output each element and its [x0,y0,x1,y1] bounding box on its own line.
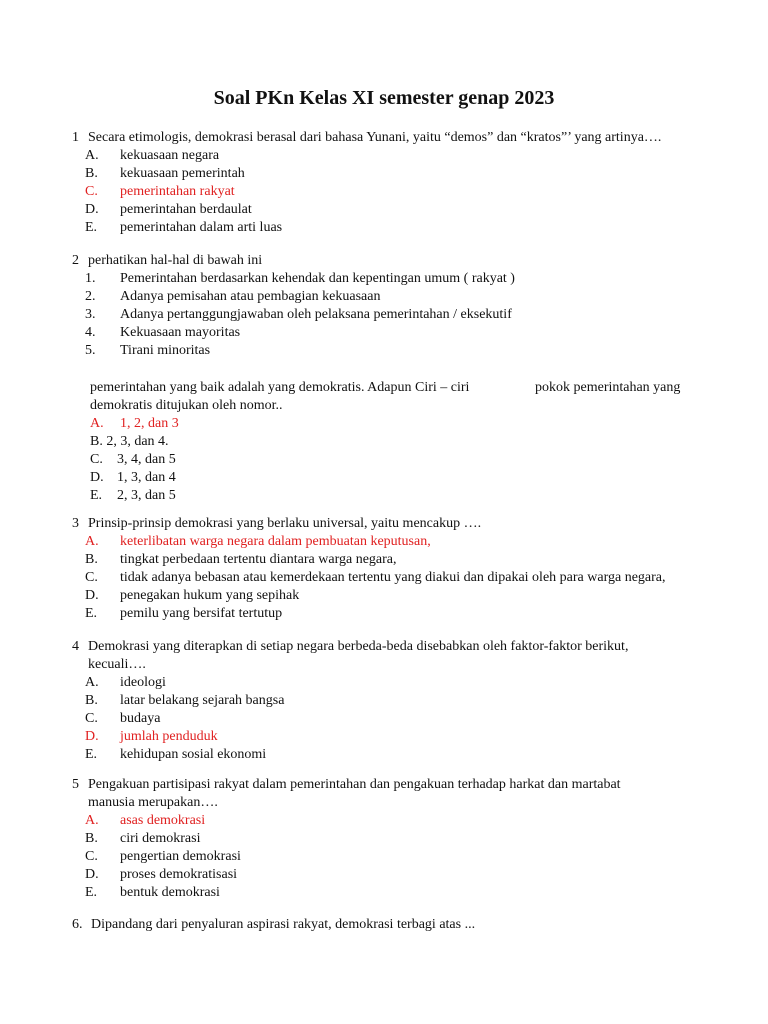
option-c [90,451,712,469]
question-text: Dipandang dari penyaluran aspirasi rakyat, demokrasi terbagi atas ... [91,917,476,932]
option-text: jumlah penduduk [120,729,218,744]
item-label: 3. [85,307,96,322]
option-text: pemerintahan berdaulat [120,202,252,217]
option-text: proses demokratisasi [120,867,238,882]
question-2 [72,252,712,505]
option-label: B. [85,831,98,846]
item-text: Kekuasaan mayoritas [120,325,241,340]
option-text: bentuk demokrasi [120,885,220,900]
question-number: 5 [72,777,79,792]
option-d [90,469,712,487]
item-label: 2. [85,289,96,304]
item-text: Pemerintahan berdasarkan kehendak dan kepentingan umum ( rakyat ) [120,271,515,286]
option-label: C. [85,711,98,726]
option-b [85,692,712,710]
option-a [85,147,712,165]
item-label: 1. [85,271,96,286]
question-4 [72,638,712,764]
option-text: kekuasaan negara [120,148,220,163]
option-label: A. [85,534,99,549]
option-a-answer [90,415,712,433]
page-title: Soal PKn Kelas XI semester genap 2023 [213,87,555,109]
option-text: 3, 4, dan 5 [117,452,176,467]
option-e [90,487,712,505]
question-5 [72,776,712,902]
question-text: perhatikan hal-hal di bawah ini [88,253,263,268]
option-text: ciri demokrasi [120,831,201,846]
question-text: Prinsip-prinsip demokrasi yang berlaku universal, yaitu mencakup …. [88,516,482,531]
option-d [85,201,712,219]
option-label: D. [85,729,99,744]
question-text: Demokrasi yang diterapkan di setiap negara berbeda-beda disebabkan oleh faktor-faktor berikut, [88,639,629,654]
option-text: kekuasaan pemerintah [120,166,245,181]
option-e [85,884,712,902]
list-item [85,342,712,360]
option-label: A. [85,148,99,163]
option-label: C. [90,452,103,467]
option-c [85,569,712,587]
option-d [85,866,712,884]
option-label: D. [85,202,99,217]
option-d [85,587,712,605]
option-label: B. [85,693,98,708]
option-label: E. [90,488,103,503]
option-b: B. 2, 3, dan 4. [90,434,169,449]
option-label: C. [85,570,98,585]
option-text: asas demokrasi [120,813,206,828]
option-a [85,674,712,692]
question-6 [72,916,712,934]
option-label: E. [85,747,98,762]
question-text-continued: kecuali…. [88,657,146,672]
option-text: tingkat perbedaan tertentu diantara warga negara, [120,552,397,567]
question-number: 6. [72,917,83,932]
option-label: E. [85,885,98,900]
option-a-answer [85,533,712,551]
list-item [85,306,712,324]
option-text: pemerintahan dalam arti luas [120,220,283,235]
question-number: 3 [72,516,79,531]
item-text: Adanya pemisahan atau pembagian kekuasaan [120,289,381,304]
stem-text: pemerintahan yang baik adalah yang demokratis. Adapun Ciri – ciri [90,380,470,395]
option-c-answer [85,183,712,201]
option-text: latar belakang sejarah bangsa [120,693,285,708]
option-label: B. [85,552,98,567]
option-label: E. [85,606,98,621]
option-text: 2, 3, dan 5 [117,488,176,503]
option-text: 1, 3, dan 4 [117,470,176,485]
question-1 [72,129,712,237]
option-label: A. [85,813,99,828]
option-text: budaya [120,711,161,726]
question-text: Secara etimologis, demokrasi berasal dari bahasa Yunani, yaitu “demos” dan “kratos”’ yang artinya…. [88,130,662,145]
option-text: 1, 2, dan 3 [120,416,179,431]
item-label: 5. [85,343,96,358]
option-label: C. [85,184,98,199]
option-c [85,848,712,866]
option-label: A. [85,675,99,690]
option-label: B. [85,166,98,181]
option-e [85,746,712,764]
question-stem-line: demokratis ditujukan oleh nomor.. [90,398,283,413]
question-stem-line [72,379,712,397]
option-b [85,830,712,848]
option-label: E. [85,220,98,235]
question-number: 2 [72,253,79,268]
list-item [85,288,712,306]
option-text: kehidupan sosial ekonomi [120,747,267,762]
option-c [85,710,712,728]
option-label: D. [85,588,99,603]
option-e [85,219,712,237]
option-b [85,165,712,183]
item-text: Adanya pertanggungjawaban oleh pelaksana pemerintahan / eksekutif [120,307,512,322]
question-3 [72,515,712,623]
question-number: 1 [72,130,79,145]
option-text: pengertian demokrasi [120,849,241,864]
item-text: Tirani minoritas [120,343,211,358]
option-a-answer [85,812,712,830]
option-text: pemilu yang bersifat tertutup [120,606,283,621]
option-text: penegakan hukum yang sepihak [120,588,300,603]
question-number: 4 [72,639,79,654]
option-label: D. [90,470,104,485]
item-label: 4. [85,325,96,340]
stem-text: pokok pemerintahan yang [535,380,681,395]
list-item [85,270,712,288]
option-label: A. [90,416,104,431]
option-e [85,605,712,623]
list-item [85,324,712,342]
option-text: keterlibatan warga negara dalam pembuatan keputusan, [120,534,431,549]
option-text: tidak adanya bebasan atau kemerdekaan tertentu yang diakui dan dipakai oleh para warga negara, [120,570,666,585]
question-text-continued: manusia merupakan…. [88,795,218,810]
option-label: D. [85,867,99,882]
option-text: pemerintahan rakyat [120,184,235,199]
option-label: C. [85,849,98,864]
question-text: Pengakuan partisipasi rakyat dalam pemerintahan dan pengakuan terhadap harkat dan martabat [88,777,621,792]
option-text: ideologi [120,675,166,690]
option-d-answer [85,728,712,746]
option-b [85,551,712,569]
